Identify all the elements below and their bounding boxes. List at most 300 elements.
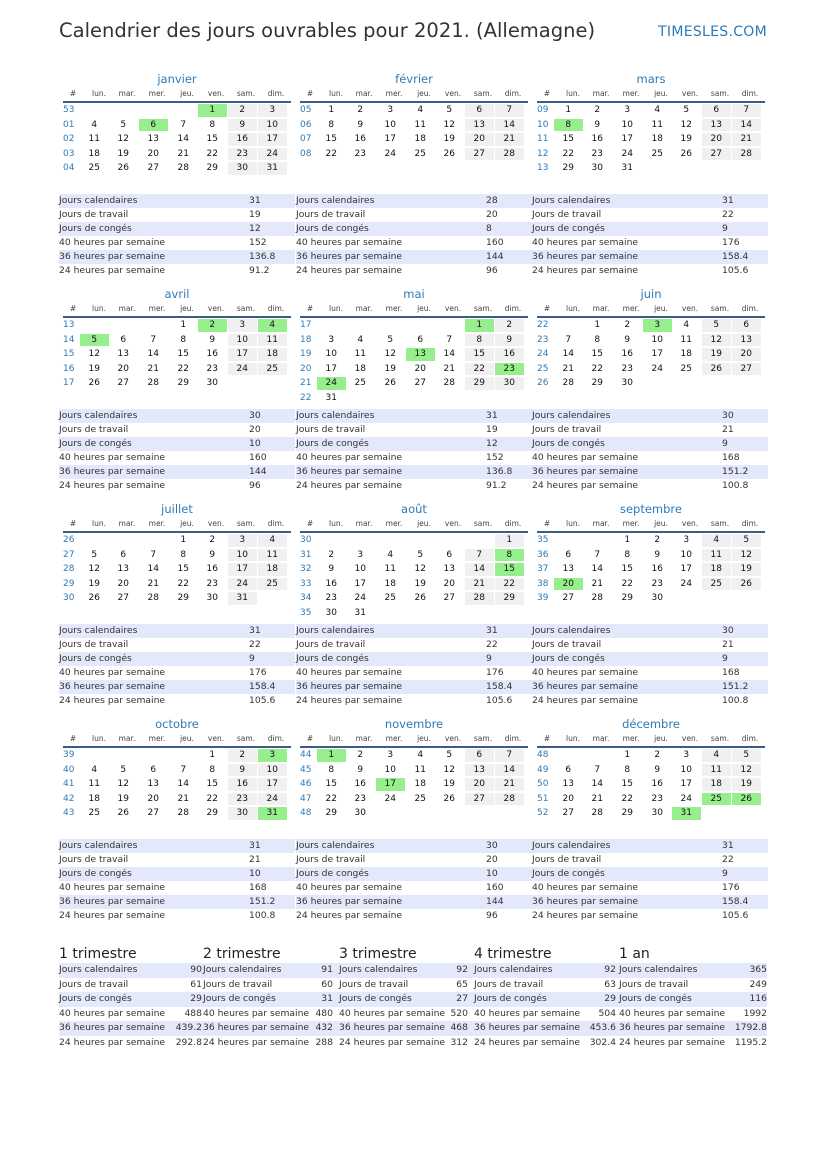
day-cell[interactable]: 25 [354,378,366,388]
day-cell[interactable]: 4 [654,105,661,115]
day-cell[interactable]: 1 [180,535,187,545]
day-cell[interactable]: 9 [228,764,257,777]
day-cell[interactable]: 14 [732,119,761,132]
day-cell[interactable]: 10 [258,764,287,777]
day-cell[interactable]: 14 [177,779,189,789]
day-cell[interactable]: 11 [680,334,692,345]
day-cell[interactable]: 13 [117,564,129,574]
day-cell[interactable]: 22 [325,793,337,804]
day-cell[interactable]: 22 [465,363,494,376]
day-cell[interactable]: 27 [562,808,574,818]
day-cell[interactable]: 5 [387,334,394,345]
day-cell[interactable]: 17 [651,349,663,359]
day-cell[interactable]: 22 [562,148,574,159]
day-cell[interactable]: 16 [325,578,337,589]
day-cell[interactable]: 4 [702,749,731,762]
day-cell[interactable]: 26 [384,378,396,388]
day-cell[interactable]: 23 [228,148,257,161]
day-cell[interactable]: 7 [495,749,524,762]
day-cell[interactable]: 19 [384,363,396,374]
day-cell[interactable]: 1 [565,105,572,115]
day-cell[interactable]: 7 [180,119,187,130]
day-cell[interactable]: 28 [495,793,524,806]
day-cell[interactable]: 11 [702,764,731,777]
day-cell[interactable]: 18 [702,778,731,791]
day-cell[interactable]: 10 [354,564,366,574]
day-cell[interactable]: 28 [147,593,159,603]
day-cell[interactable]: 5 [702,319,731,332]
day-cell[interactable]: 18 [258,563,287,576]
day-cell[interactable]: 8 [180,334,187,345]
day-cell[interactable]: 11 [354,349,366,359]
day-cell[interactable]: 19 [443,779,455,789]
day-cell[interactable]: 10 [621,119,633,130]
day-cell[interactable]: 21 [732,133,761,146]
day-cell[interactable]: 5 [683,105,690,115]
day-cell[interactable]: 1 [495,534,524,547]
day-cell[interactable]: 13 [406,348,435,361]
day-cell[interactable]: 25 [384,593,396,603]
day-cell[interactable]: 27 [732,363,761,376]
day-cell[interactable]: 29 [562,163,574,173]
day-cell[interactable]: 18 [651,134,663,144]
day-cell[interactable]: 3 [258,104,287,117]
day-cell[interactable]: 27 [443,593,455,603]
day-cell[interactable]: 12 [702,334,731,347]
day-cell[interactable]: 17 [384,134,396,144]
day-cell[interactable]: 23 [206,363,218,374]
day-cell[interactable]: 19 [732,778,761,791]
day-cell[interactable]: 23 [495,363,524,376]
day-cell[interactable]: 28 [147,378,159,388]
day-cell[interactable]: 15 [325,779,337,789]
site-link[interactable]: TIMESLES.COM [658,24,767,40]
day-cell[interactable]: 15 [621,779,633,789]
day-cell[interactable]: 21 [465,578,494,591]
day-cell[interactable]: 24 [651,363,663,374]
day-cell[interactable]: 21 [562,363,574,374]
day-cell[interactable]: 7 [180,764,187,775]
day-cell[interactable]: 15 [177,349,189,359]
day-cell[interactable]: 9 [328,564,335,574]
day-cell[interactable]: 27 [117,593,129,603]
day-cell[interactable]: 18 [414,779,426,789]
day-cell[interactable]: 29 [325,808,337,818]
day-cell[interactable]: 19 [680,134,692,144]
day-cell[interactable]: 3 [387,105,394,115]
day-cell[interactable]: 24 [317,377,346,390]
day-cell[interactable]: 17 [680,779,692,789]
day-cell[interactable]: 5 [120,764,127,775]
day-cell[interactable]: 29 [621,593,633,603]
day-cell[interactable]: 2 [357,750,364,760]
day-cell[interactable]: 2 [654,535,661,545]
day-cell[interactable]: 31 [258,807,287,820]
day-cell[interactable]: 21 [177,148,189,159]
day-cell[interactable]: 9 [594,119,601,130]
day-cell[interactable]: 7 [446,334,453,345]
day-cell[interactable]: 15 [177,564,189,574]
day-cell[interactable]: 9 [624,334,631,345]
day-cell[interactable]: 23 [325,593,337,603]
day-cell[interactable]: 24 [258,148,287,161]
day-cell[interactable]: 14 [443,349,455,359]
day-cell[interactable]: 20 [147,793,159,804]
day-cell[interactable]: 11 [258,549,287,562]
day-cell[interactable]: 9 [357,119,364,130]
day-cell[interactable]: 29 [177,593,189,603]
day-cell[interactable]: 25 [702,793,731,806]
day-cell[interactable]: 3 [643,319,672,332]
day-cell[interactable]: 20 [465,133,494,146]
day-cell[interactable]: 30 [228,807,257,820]
day-cell[interactable]: 12 [117,779,129,789]
day-cell[interactable]: 22 [177,363,189,374]
day-cell[interactable]: 2 [209,535,216,545]
day-cell[interactable]: 20 [732,348,761,361]
day-cell[interactable]: 16 [228,778,257,791]
day-cell[interactable]: 21 [591,578,603,589]
day-cell[interactable]: 17 [621,134,633,144]
day-cell[interactable]: 4 [683,320,690,330]
day-cell[interactable]: 29 [591,378,603,388]
day-cell[interactable]: 13 [147,779,159,789]
day-cell[interactable]: 18 [88,793,100,804]
day-cell[interactable]: 2 [198,319,227,332]
day-cell[interactable]: 23 [228,793,257,806]
day-cell[interactable]: 20 [443,578,455,589]
day-cell[interactable]: 3 [683,535,690,545]
day-cell[interactable]: 25 [702,578,731,591]
day-cell[interactable]: 9 [209,334,216,345]
day-cell[interactable]: 8 [495,549,524,562]
day-cell[interactable]: 6 [139,119,168,132]
day-cell[interactable]: 25 [414,148,426,159]
day-cell[interactable]: 12 [680,119,692,130]
day-cell[interactable]: 23 [651,578,663,589]
day-cell[interactable]: 31 [258,162,287,175]
day-cell[interactable]: 12 [88,564,100,574]
day-cell[interactable]: 28 [732,148,761,161]
day-cell[interactable]: 16 [206,564,218,574]
day-cell[interactable]: 25 [414,793,426,804]
day-cell[interactable]: 22 [206,148,218,159]
day-cell[interactable]: 16 [495,348,524,361]
day-cell[interactable]: 26 [732,578,761,591]
day-cell[interactable]: 4 [417,750,424,760]
day-cell[interactable]: 15 [562,134,574,144]
day-cell[interactable]: 19 [88,578,100,589]
day-cell[interactable]: 2 [495,319,524,332]
day-cell[interactable]: 15 [206,134,218,144]
day-cell[interactable]: 31 [228,592,257,605]
day-cell[interactable]: 3 [387,750,394,760]
day-cell[interactable]: 19 [88,363,100,374]
day-cell[interactable]: 7 [732,104,761,117]
day-cell[interactable]: 9 [654,764,661,775]
day-cell[interactable]: 5 [446,105,453,115]
day-cell[interactable]: 14 [591,564,603,574]
day-cell[interactable]: 25 [258,363,287,376]
day-cell[interactable]: 28 [465,592,494,605]
day-cell[interactable]: 11 [702,549,731,562]
day-cell[interactable]: 17 [258,133,287,146]
day-cell[interactable]: 22 [206,793,218,804]
day-cell[interactable]: 31 [354,607,366,618]
day-cell[interactable]: 24 [384,793,396,804]
day-cell[interactable]: 7 [150,334,157,345]
day-cell[interactable]: 28 [177,163,189,173]
day-cell[interactable]: 24 [354,593,366,603]
day-cell[interactable]: 13 [465,119,494,132]
day-cell[interactable]: 17 [228,348,257,361]
day-cell[interactable]: 20 [465,778,494,791]
day-cell[interactable]: 4 [258,534,287,547]
day-cell[interactable]: 22 [621,793,633,804]
day-cell[interactable]: 9 [357,764,364,775]
day-cell[interactable]: 12 [88,349,100,359]
day-cell[interactable]: 6 [702,104,731,117]
day-cell[interactable]: 6 [120,334,127,345]
day-cell[interactable]: 6 [120,549,127,560]
day-cell[interactable]: 11 [651,119,663,130]
day-cell[interactable]: 4 [357,334,364,345]
day-cell[interactable]: 4 [91,764,98,775]
day-cell[interactable]: 6 [465,104,494,117]
day-cell[interactable]: 4 [258,319,287,332]
day-cell[interactable]: 23 [591,148,603,159]
day-cell[interactable]: 5 [120,119,127,130]
day-cell[interactable]: 26 [680,148,692,159]
day-cell[interactable]: 13 [443,564,455,574]
day-cell[interactable]: 26 [443,148,455,159]
day-cell[interactable]: 10 [228,334,257,347]
day-cell[interactable]: 30 [495,377,524,390]
day-cell[interactable]: 5 [732,534,761,547]
day-cell[interactable]: 14 [147,349,159,359]
day-cell[interactable]: 2 [228,104,257,117]
day-cell[interactable]: 21 [591,793,603,804]
day-cell[interactable]: 8 [624,549,631,560]
day-cell[interactable]: 23 [354,148,366,159]
day-cell[interactable]: 29 [206,163,218,173]
day-cell[interactable]: 26 [732,793,761,806]
day-cell[interactable]: 22 [591,363,603,374]
day-cell[interactable]: 5 [446,750,453,760]
day-cell[interactable]: 12 [117,134,129,144]
day-cell[interactable]: 26 [414,593,426,603]
day-cell[interactable]: 26 [117,163,129,173]
day-cell[interactable]: 16 [651,564,663,574]
day-cell[interactable]: 9 [495,334,524,347]
day-cell[interactable]: 30 [621,378,633,388]
day-cell[interactable]: 29 [621,808,633,818]
day-cell[interactable]: 1 [465,319,494,332]
day-cell[interactable]: 24 [680,793,692,804]
day-cell[interactable]: 15 [621,564,633,574]
day-cell[interactable]: 27 [117,378,129,388]
day-cell[interactable]: 28 [591,593,603,603]
day-cell[interactable]: 14 [495,119,524,132]
day-cell[interactable]: 28 [562,378,574,388]
day-cell[interactable]: 25 [88,163,100,173]
day-cell[interactable]: 30 [651,808,663,818]
day-cell[interactable]: 11 [258,334,287,347]
day-cell[interactable]: 20 [562,793,574,804]
day-cell[interactable]: 18 [354,363,366,374]
day-cell[interactable]: 17 [680,564,692,574]
day-cell[interactable]: 16 [354,779,366,789]
day-cell[interactable]: 2 [357,105,364,115]
day-cell[interactable]: 13 [465,764,494,777]
day-cell[interactable]: 8 [328,119,335,130]
day-cell[interactable]: 27 [702,148,731,161]
day-cell[interactable]: 11 [88,134,100,144]
day-cell[interactable]: 17 [354,578,366,589]
day-cell[interactable]: 26 [443,793,455,804]
day-cell[interactable]: 7 [565,334,572,345]
day-cell[interactable]: 10 [651,334,663,345]
day-cell[interactable]: 31 [672,807,701,820]
day-cell[interactable]: 21 [147,578,159,589]
day-cell[interactable]: 11 [384,564,396,574]
day-cell[interactable]: 16 [591,134,603,144]
day-cell[interactable]: 16 [621,349,633,359]
day-cell[interactable]: 24 [621,148,633,159]
day-cell[interactable]: 18 [258,348,287,361]
day-cell[interactable]: 10 [680,764,692,775]
day-cell[interactable]: 8 [594,334,601,345]
day-cell[interactable]: 6 [565,549,572,560]
day-cell[interactable]: 8 [554,119,583,132]
day-cell[interactable]: 21 [443,363,455,374]
day-cell[interactable]: 18 [702,563,731,576]
day-cell[interactable]: 16 [206,349,218,359]
day-cell[interactable]: 30 [354,808,366,818]
day-cell[interactable]: 1 [198,104,227,117]
day-cell[interactable]: 23 [621,363,633,374]
day-cell[interactable]: 25 [88,808,100,818]
day-cell[interactable]: 21 [495,778,524,791]
day-cell[interactable]: 29 [465,377,494,390]
day-cell[interactable]: 3 [328,334,335,345]
day-cell[interactable]: 29 [495,592,524,605]
day-cell[interactable]: 18 [680,349,692,359]
day-cell[interactable]: 14 [147,564,159,574]
day-cell[interactable]: 18 [414,134,426,144]
day-cell[interactable]: 13 [702,119,731,132]
day-cell[interactable]: 30 [591,163,603,173]
day-cell[interactable]: 3 [357,549,364,560]
day-cell[interactable]: 20 [117,578,129,589]
day-cell[interactable]: 3 [228,534,257,547]
day-cell[interactable]: 12 [443,119,455,130]
day-cell[interactable]: 25 [651,148,663,159]
day-cell[interactable]: 26 [702,363,731,376]
day-cell[interactable]: 30 [206,593,218,603]
day-cell[interactable]: 17 [376,778,405,791]
day-cell[interactable]: 25 [680,363,692,374]
day-cell[interactable]: 2 [594,105,601,115]
day-cell[interactable]: 13 [117,349,129,359]
day-cell[interactable]: 9 [209,549,216,560]
day-cell[interactable]: 18 [384,578,396,589]
day-cell[interactable]: 20 [554,578,583,591]
day-cell[interactable]: 20 [702,133,731,146]
day-cell[interactable]: 3 [258,749,287,762]
day-cell[interactable]: 30 [325,607,337,618]
day-cell[interactable]: 15 [465,348,494,361]
day-cell[interactable]: 27 [414,378,426,388]
day-cell[interactable]: 9 [228,119,257,132]
day-cell[interactable]: 20 [117,363,129,374]
day-cell[interactable]: 23 [651,793,663,804]
day-cell[interactable]: 20 [414,363,426,374]
day-cell[interactable]: 19 [117,793,129,804]
day-cell[interactable]: 30 [206,378,218,388]
day-cell[interactable]: 10 [384,764,396,775]
day-cell[interactable]: 3 [624,105,631,115]
day-cell[interactable]: 22 [495,578,524,591]
day-cell[interactable]: 14 [562,349,574,359]
day-cell[interactable]: 25 [258,578,287,591]
day-cell[interactable]: 21 [147,363,159,374]
day-cell[interactable]: 8 [180,549,187,560]
day-cell[interactable]: 1 [180,320,187,330]
day-cell[interactable]: 19 [443,134,455,144]
day-cell[interactable]: 19 [117,148,129,159]
day-cell[interactable]: 16 [228,133,257,146]
day-cell[interactable]: 15 [495,563,524,576]
day-cell[interactable]: 8 [209,764,216,775]
day-cell[interactable]: 27 [465,148,494,161]
day-cell[interactable]: 15 [591,349,603,359]
day-cell[interactable]: 2 [624,320,631,330]
day-cell[interactable]: 24 [228,363,257,376]
day-cell[interactable]: 6 [565,764,572,775]
day-cell[interactable]: 14 [177,134,189,144]
day-cell[interactable]: 8 [624,764,631,775]
day-cell[interactable]: 8 [209,119,216,130]
day-cell[interactable]: 8 [328,764,335,775]
day-cell[interactable]: 10 [680,549,692,560]
day-cell[interactable]: 9 [654,549,661,560]
day-cell[interactable]: 17 [258,778,287,791]
day-cell[interactable]: 3 [683,750,690,760]
day-cell[interactable]: 1 [624,535,631,545]
day-cell[interactable]: 11 [414,119,426,130]
day-cell[interactable]: 23 [206,578,218,589]
day-cell[interactable]: 2 [228,749,257,762]
day-cell[interactable]: 7 [150,549,157,560]
day-cell[interactable]: 5 [80,334,109,347]
day-cell[interactable]: 7 [495,104,524,117]
day-cell[interactable]: 30 [651,593,663,603]
day-cell[interactable]: 12 [384,349,396,359]
day-cell[interactable]: 17 [228,563,257,576]
day-cell[interactable]: 8 [465,334,494,347]
day-cell[interactable]: 28 [177,808,189,818]
day-cell[interactable]: 28 [495,148,524,161]
day-cell[interactable]: 21 [495,133,524,146]
day-cell[interactable]: 1 [624,750,631,760]
day-cell[interactable]: 10 [384,119,396,130]
day-cell[interactable]: 1 [317,749,346,762]
day-cell[interactable]: 7 [594,549,601,560]
day-cell[interactable]: 22 [177,578,189,589]
day-cell[interactable]: 11 [88,779,100,789]
day-cell[interactable]: 22 [325,148,337,159]
